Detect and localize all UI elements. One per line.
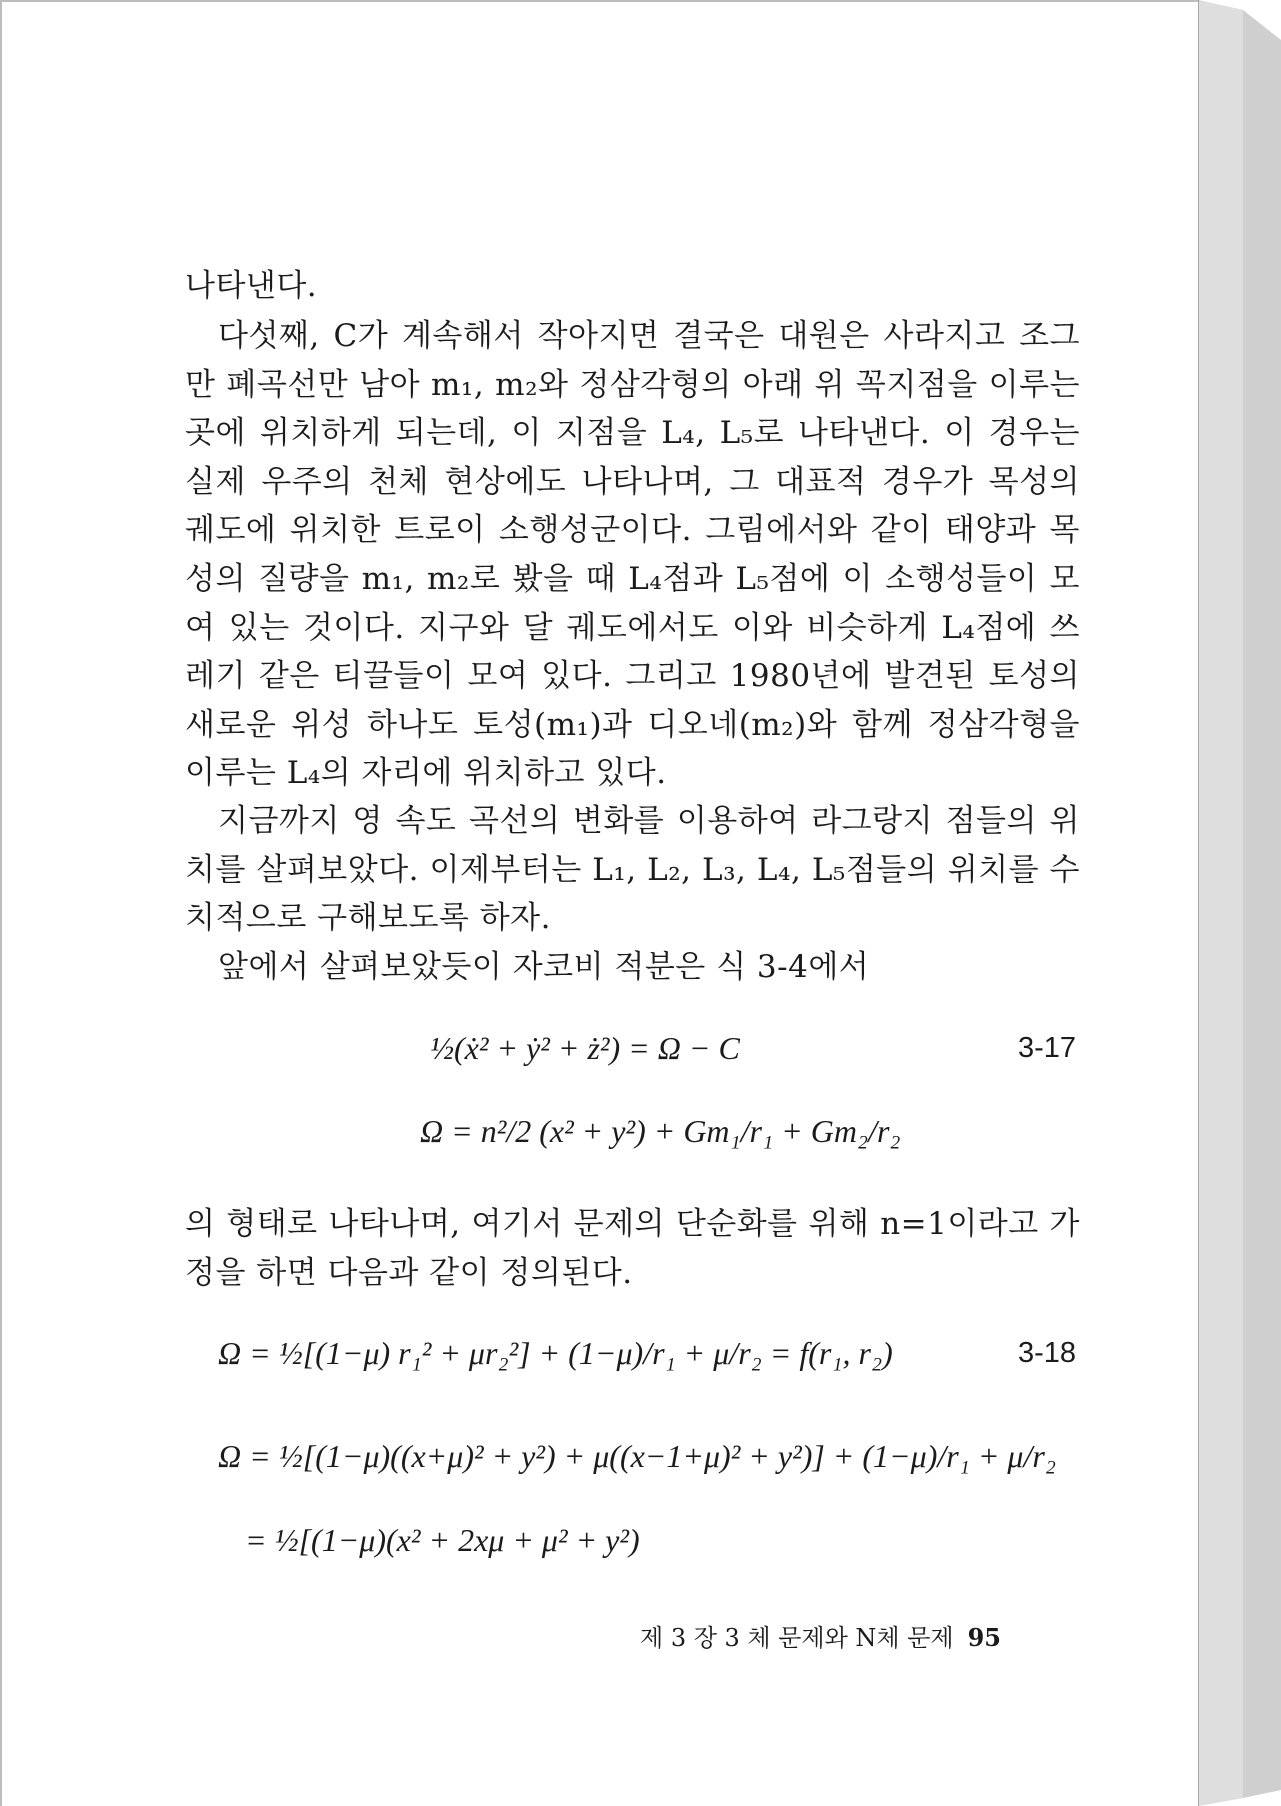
paragraph-3: 지금까지 영 속도 곡선의 변화를 이용하여 라그랑지 점들의 위치를 살펴보았다. 이제부터는 L₁, L₂, L₃, L₄, L₅점들의 위치를 수치적으로 구해보도록 하자. — [185, 803, 1080, 937]
equation-3-18: Ω = ½[(1−μ) r₁² + μr₂²] + (1−μ)/r₁ + μ/r₂ = f(r₁, r₂) — [218, 1335, 893, 1371]
equation-omega-expanded: Ω = ½[(1−μ)((x+μ)² + y²) + μ((x−1+μ)² + y²)] + (1−μ)/r₁ + μ/r₂ — [218, 1438, 1056, 1474]
equation-omega-continued: = ½[(1−μ)(x² + 2xμ + μ² + y²) — [245, 1522, 640, 1558]
page-footer — [640, 1618, 1001, 1653]
paragraph-4: 앞에서 살펴보았듯이 자코비 적분은 식 3-4에서 — [218, 949, 870, 985]
equation-3-17: ½(ẋ² + ẏ² + ż²) = Ω − C — [430, 1030, 740, 1066]
equation-label-3-18: 3-18 — [1018, 1337, 1077, 1369]
chapter-title: 제 3 장 3 체 문제와 N체 문제 — [640, 1624, 954, 1652]
paragraph-5: 의 형태로 나타나며, 여기서 문제의 단순화를 위해 n=1이라고 가정을 하면 다음과 같이 정의된다. — [185, 1206, 1080, 1291]
page-stack-edge — [1198, 0, 1281, 1806]
paragraph-1: 나타낸다. — [185, 268, 318, 304]
page-number: 95 — [967, 1623, 1002, 1652]
paragraph-2: 다섯째, C가 계속해서 작아지면 결국은 대원은 사라지고 조그만 폐곡선만 남아 m₁, m₂와 정삼각형의 아래 위 꼭지점을 이루는 곳에 위치하게 되는데, 이 지점을 L₄, L₅로 나타낸다. 이 경우는 실제 우주의 천체 현상에도 나타나며, 그 대표적 경우가 목성의 궤도에 위치한 트로이 소행성군이다. 그림에서와 같이 태양과 목성의 질량을 m₁, m₂로 봤을 때 L₄점과 L₅점에 이 소행성들이 모여 있는 것이다. 지구와 달 궤도에서도 이와 비슷하게 L₄점에 쓰레기 같은 티끌들이 모여 있다. 그리고 1980년에 발견된 토성의 새로운 위성 하나도 토성(m₁)과 디오네(m₂)와 함께 정삼각형을 이루는 L₄의 자리에 위치하고 있다. — [185, 318, 1080, 792]
equation-label-3-17: 3-17 — [1018, 1032, 1077, 1064]
equation-omega: Ω = n²/2 (x² + y²) + Gm₁/r₁ + Gm₂/r₂ — [420, 1113, 901, 1149]
